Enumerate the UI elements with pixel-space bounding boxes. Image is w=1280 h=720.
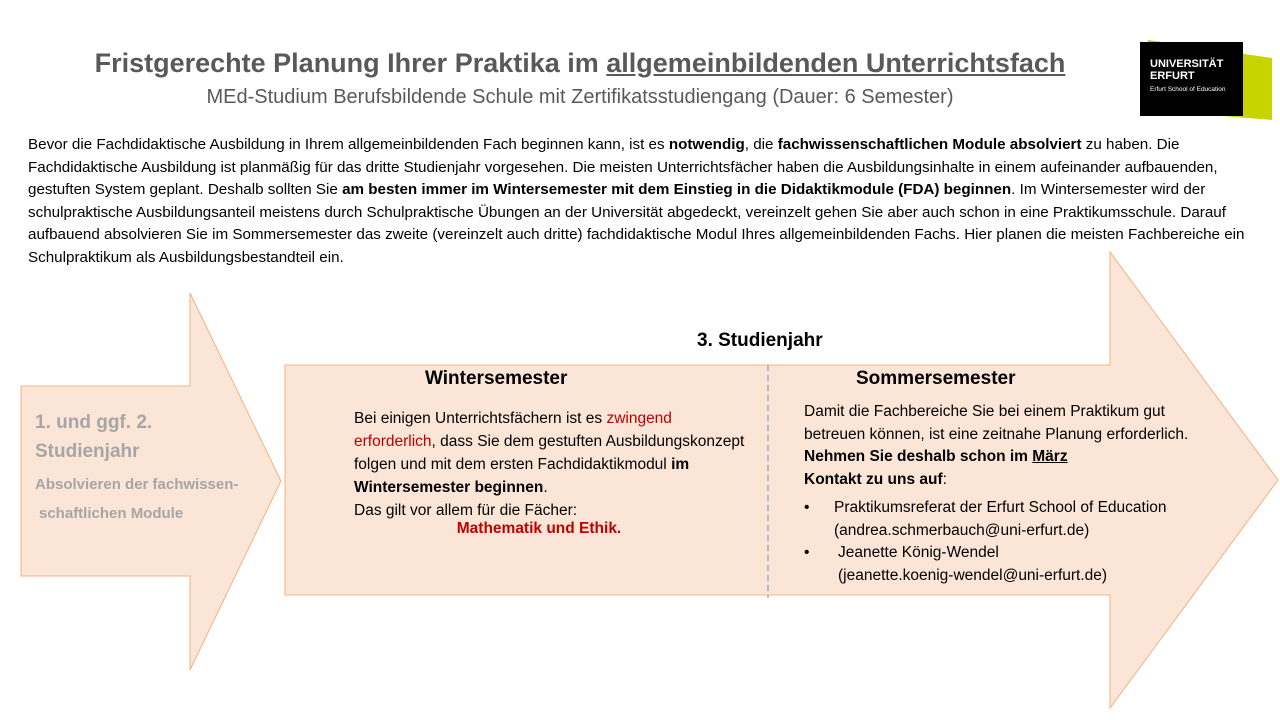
bullet-icon: • — [804, 544, 810, 561]
page-subtitle: MEd-Studium Berufsbildende Schule mit Zertifikatsstudiengang (Dauer: 6 Semester) — [206, 86, 954, 108]
winter-text-3: . — [543, 479, 548, 496]
summer-bold-2: Kontakt zu uns auf — [804, 470, 943, 488]
intro-text-1: Bevor die Fachdidaktische Ausbildung in Ihrem allgemeinbildenden Fach beginnen kann, ist es — [28, 136, 669, 153]
winter-red-text: zwingend erforderlich — [354, 410, 672, 450]
intro-bold-3: am besten immer im Wintersemester mit dem Einstieg in die Didaktikmodule (FDA) beginnen — [342, 181, 1012, 199]
logo-line-2: ERFURT — [1150, 70, 1195, 82]
winter-bold-text: im Wintersemester beginnen — [354, 456, 690, 496]
left-body-line-2: schaftlichen Module — [39, 505, 184, 522]
winter-text-2: , dass Sie dem gestuften Ausbildungskonzept folgen und mit dem ersten Fachdidaktikmodul — [354, 433, 745, 473]
bullet-icon: • — [804, 499, 810, 516]
winter-subjects: Mathematik und Ethik. — [456, 520, 622, 537]
winter-semester-text — [354, 407, 754, 522]
contact-2-email: (jeanette.koenig-wendel@uni-erfurt.de) — [838, 566, 1108, 584]
intro-text-2: , die — [744, 136, 778, 153]
summer-text-1: Damit die Fachbereiche Sie bei einem Praktikum gut betreuen können, ist eine zeitnahe Planung erforderlich. — [804, 403, 1189, 443]
summer-bold-1: Nehmen Sie deshalb schon im — [804, 448, 1033, 466]
contact-item-2 — [804, 542, 1224, 587]
year-label: 3. Studienjahr — [697, 330, 823, 351]
contact-1-name: Praktikumsreferat der Erfurt School of Education — [834, 499, 1167, 516]
logo-line-1: UNIVERSITÄT — [1150, 58, 1224, 70]
title-underlined: allgemeinbildenden Unterrichtsfach — [606, 48, 1066, 78]
intro-text-3: zu haben. Die Fachdidaktische Ausbildung ist planmäßig für das dritte Studienjahr vorgesehen. Die meisten Unterrichtsfächer haben die Ausbildungsinhalte in einem aufeinander aufbauenden, gestuften System geplant. Deshalb sollten Sie — [28, 136, 1218, 199]
contact-2-name: Jeanette König-Wendel — [838, 544, 999, 561]
contact-item-1 — [804, 497, 1224, 542]
intro-text-4: . Im Wintersemester wird der schulpraktische Ausbildungsanteil meistens durch Schulpraktische Übungen an der Universität abgedeckt, vereinzelt gehen Sie aber auch schon in eine Praktikumsschule. Darauf aufbauend absolvieren Sie im Sommersemester das zweite (vereinzelt auch dritte) fachdidaktische Modul Ihres allgemeinbildenden Fachs. Hier planen die meisten Fachbereiche ein Schulpraktikum als Ausbildungsbestandteil ein. — [28, 181, 1245, 266]
left-body-line-1: Absolvieren der fachwissen- — [35, 476, 239, 493]
intro-bold-2: fachwissenschaftlichen Module absolviert — [777, 136, 1082, 153]
left-heading-line-1: 1. und ggf. 2. — [35, 412, 153, 433]
winter-text-4: Das gilt vor allem für die Fächer: — [354, 502, 578, 519]
winter-semester-title: Wintersemester — [425, 368, 568, 389]
intro-bold-1: notwendig — [668, 136, 745, 153]
summer-bold-underlined: März — [1032, 448, 1068, 466]
left-heading-line-2: Studienjahr — [35, 441, 140, 462]
contact-1-email: (andrea.schmerbauch@uni-erfurt.de) — [834, 521, 1090, 539]
summer-text-2: : — [942, 470, 947, 488]
logo-line-3: Erfurt School of Education — [1150, 86, 1226, 93]
title-prefix: Fristgerechte Planung Ihrer Praktika im — [94, 48, 607, 78]
summer-semester-title: Sommersemester — [856, 368, 1016, 389]
left-arrow-body — [35, 470, 238, 528]
summer-semester-text — [804, 401, 1224, 491]
left-arrow-heading — [35, 408, 152, 466]
winter-text-1: Bei einigen Unterrichtsfächern ist es — [354, 410, 607, 427]
